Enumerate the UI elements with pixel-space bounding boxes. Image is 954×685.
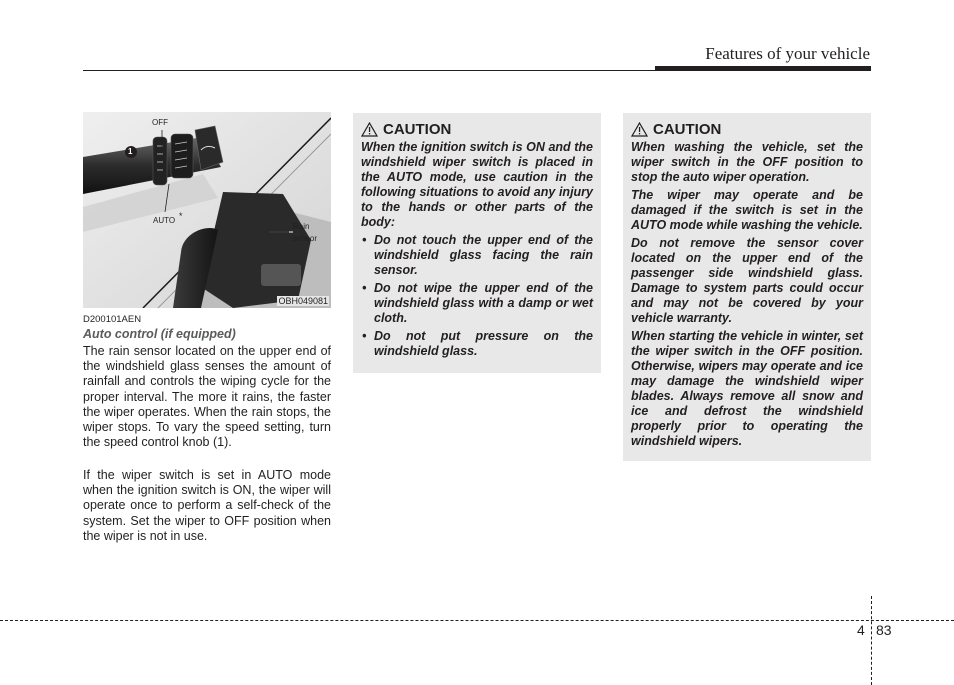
caution-paragraph: Do not remove the sensor cover located on the upper end of the passenger side windshield glass. Damage to system parts could occur and may not be covered by your vehicle warranty.: [631, 236, 863, 325]
caution-intro: When the ignition switch is ON and the windshield wiper switch is placed in the AUTO mode, use caution in the following situations to avoid any injury to the hands or other parts of the body:: [361, 140, 593, 229]
warning-triangle-icon: [631, 122, 648, 137]
caution-box-2: [623, 113, 871, 461]
chapter-number: 4: [857, 622, 865, 638]
auto-asterisk: *: [179, 211, 183, 221]
auto-label: AUTO: [153, 216, 176, 225]
body-paragraph-1: The rain sensor located on the upper end of the windshield glass senses the amount of rainfall and controls the wiping cycle for the proper interval. The more it rains, the faster the wiper operates. When the rain stops, the wiper stops. To vary the speed setting, turn the speed control knob (1).: [83, 344, 331, 450]
warning-triangle-icon: [361, 122, 378, 137]
off-label: OFF: [152, 118, 168, 127]
section-title: Auto control (if equipped): [83, 327, 236, 341]
footer-dashed-divider: [871, 596, 872, 685]
footer-dashed-rule: [0, 620, 954, 621]
caution-title: CAUTION: [653, 121, 722, 138]
caution-list-item: • Do not put pressure on the windshield glass.: [361, 329, 593, 359]
caution-paragraph: The wiper may operate and be damaged if the switch is set in the AUTO mode while washing the vehicle.: [631, 188, 863, 232]
rain-sensor-label-line2: sensor: [293, 234, 318, 243]
caution-header: [631, 121, 863, 138]
header-rule: [83, 70, 871, 71]
document-code: D200101AEN: [83, 314, 142, 325]
caution-list: [361, 233, 593, 359]
caution-box-1: [353, 113, 601, 373]
caution-title: CAUTION: [383, 121, 452, 138]
caution-header: [361, 121, 593, 138]
figure-code: OBH049081: [278, 296, 328, 306]
rain-sensor-label-line1: Rain: [293, 222, 310, 231]
knob-number-label: 1: [128, 147, 133, 156]
caution-list-item: • Do not wipe the upper end of the windshield glass with a damp or wet cloth.: [361, 281, 593, 326]
body-paragraph-2: If the wiper switch is set in AUTO mode when the ignition switch is ON, the wiper will operate once to perform a self-check of the system. Set the wiper to OFF position when the wiper is not in use.: [83, 468, 331, 543]
caution-paragraph: When starting the vehicle in winter, set the wiper switch in the OFF position. Otherwise, wipers may operate and ice may damage the windshield wiper blades. Always remove all snow and ice and defrost the windshield properly prior to operating the windshield wipers.: [631, 329, 863, 448]
wiper-switch-illustration: [83, 112, 331, 308]
page-header-title: Features of your vehicle: [705, 44, 870, 63]
caution-list-item: • Do not touch the upper end of the windshield glass facing the rain sensor.: [361, 233, 593, 278]
page-number: 83: [876, 622, 892, 638]
caution-paragraph: When washing the vehicle, set the wiper switch in the OFF position to stop the auto wiper operation.: [631, 140, 863, 184]
wiper-switch-figure: [83, 112, 331, 308]
